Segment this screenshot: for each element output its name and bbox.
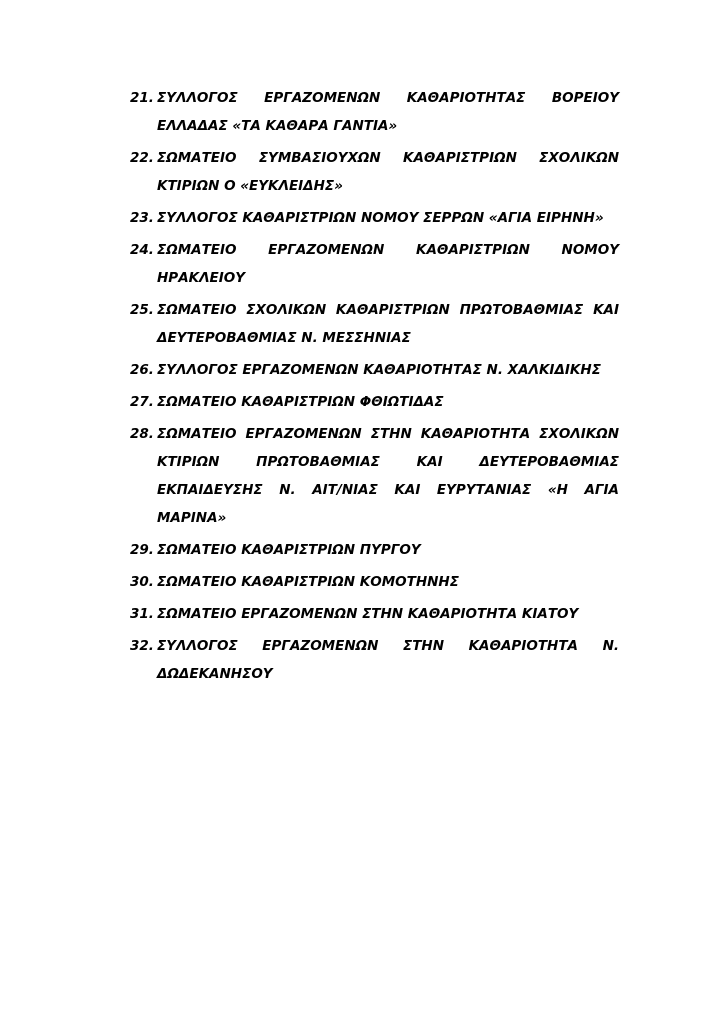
item-text: ΣΩΜΑΤΕΙΟ ΕΡΓΑΖΟΜΕΝΩΝ ΚΑΘΑΡΙΣΤΡΙΩΝ ΝΟΜΟΥ ΗΡΑΚΛΕΙΟΥ [157,242,619,286]
item-text: ΣΩΜΑΤΕΙΟ ΣΧΟΛΙΚΩΝ ΚΑΘΑΡΙΣΤΡΙΩΝ ΠΡΩΤΟΒΑΘΜΙΑΣ ΚΑΙ ΔΕΥΤΕΡΟΒΑΘΜΙΑΣ Ν. ΜΕΣΣΗΝΙΑΣ [157,302,619,346]
item-text: ΣΩΜΑΤΕΙΟ ΣΥΜΒΑΣΙΟΥΧΩΝ ΚΑΘΑΡΙΣΤΡΙΩΝ ΣΧΟΛΙΚΩΝ ΚΤΙΡΙΩΝ Ο «ΕΥΚΛΕΙΔΗΣ» [157,150,619,194]
item-text: ΣΩΜΑΤΕΙΟ ΕΡΓΑΖΟΜΕΝΩΝ ΣΤΗΝ ΚΑΘΑΡΙΟΤΗΤΑ ΣΧΟΛΙΚΩΝ ΚΤΙΡΙΩΝ ΠΡΩΤΟΒΑΘΜΙΑΣ ΚΑΙ ΔΕΥΤΕΡΟΒΑΘΜΙΑΣ ΕΚΠΑΙΔΕΥΣΗΣ Ν. ΑΙΤ/ΝΙΑΣ ΚΑΙ ΕΥΡΥΤΑΝΙΑΣ «Η ΑΓΙΑ ΜΑΡΙΝΑ» [157,426,619,526]
item-text: ΣΥΛΛΟΓΟΣ ΕΡΓΑΖΟΜΕΝΩΝ ΣΤΗΝ ΚΑΘΑΡΙΟΤΗΤΑ Ν. ΔΩΔΕΚΑΝΗΣΟΥ [157,638,619,682]
list-item [130,296,619,352]
item-number: 32. [130,638,154,654]
list-item [130,632,619,688]
list-item [130,204,619,232]
list-item [130,536,619,564]
item-text: ΣΥΛΛΟΓΟΣ ΕΡΓΑΖΟΜΕΝΩΝ ΚΑΘΑΡΙΟΤΗΤΑΣ Ν. ΧΑΛΚΙΔΙΚΗΣ [157,362,601,378]
list-item [130,568,619,596]
item-text: ΣΩΜΑΤΕΙΟ ΚΑΘΑΡΙΣΤΡΙΩΝ ΠΥΡΓΟΥ [157,542,421,558]
item-text: ΣΩΜΑΤΕΙΟ ΚΑΘΑΡΙΣΤΡΙΩΝ ΦΘΙΩΤΙΔΑΣ [157,394,444,410]
list-item [130,236,619,292]
item-number: 30. [130,574,154,590]
item-number: 31. [130,606,154,622]
list-item [130,144,619,200]
item-number: 26. [130,362,154,378]
item-number: 21. [130,90,154,106]
list-item [130,356,619,384]
item-text: ΣΩΜΑΤΕΙΟ ΕΡΓΑΖΟΜΕΝΩΝ ΣΤΗΝ ΚΑΘΑΡΙΟΤΗΤΑ ΚΙΑΤΟΥ [157,606,579,622]
item-number: 28. [130,426,154,442]
item-number: 23. [130,210,154,226]
list-item [130,420,619,532]
item-text: ΣΥΛΛΟΓΟΣ ΚΑΘΑΡΙΣΤΡΙΩΝ ΝΟΜΟΥ ΣΕΡΡΩΝ «ΑΓΙΑ ΕΙΡΗΝΗ» [157,210,604,226]
list-item [130,600,619,628]
item-number: 22. [130,150,154,166]
item-text: ΣΥΛΛΟΓΟΣ ΕΡΓΑΖΟΜΕΝΩΝ ΚΑΘΑΡΙΟΤΗΤΑΣ ΒΟΡΕΙΟΥ ΕΛΛΑΔΑΣ «ΤΑ ΚΑΘΑΡΑ ΓΑΝΤΙΑ» [157,90,619,134]
item-text: ΣΩΜΑΤΕΙΟ ΚΑΘΑΡΙΣΤΡΙΩΝ ΚΟΜΟΤΗΝΗΣ [157,574,459,590]
list-item [130,84,619,140]
item-number: 29. [130,542,154,558]
list-item [130,388,619,416]
item-number: 25. [130,302,154,318]
item-number: 24. [130,242,154,258]
numbered-list [130,84,619,692]
item-number: 27. [130,394,154,410]
